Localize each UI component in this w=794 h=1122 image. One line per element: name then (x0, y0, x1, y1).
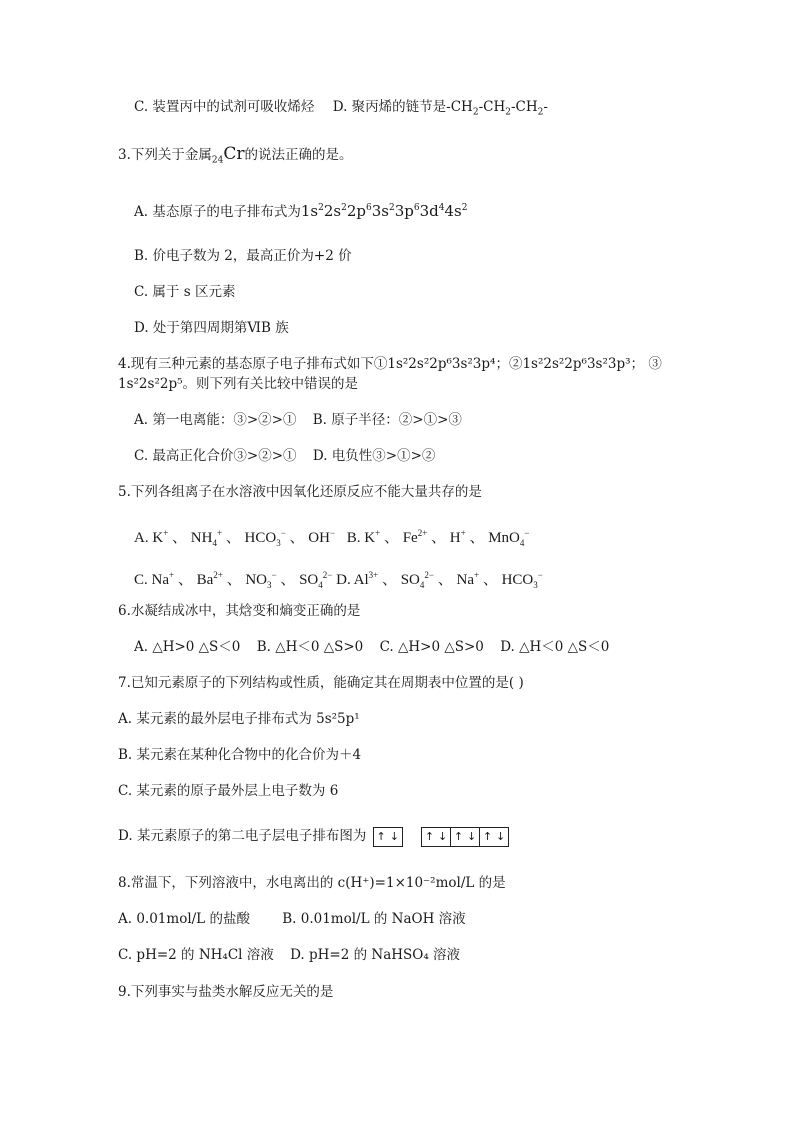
q7-option-d: D. 某元素原子的第二电子层电子排布图为 ↑ ↓ ↑ ↓ ↑ ↓ ↑ ↓ (118, 826, 509, 847)
q8-stem: 8.常温下，下列溶液中，水电离出的 c(H⁺)=1×10⁻²mol/L 的是 (118, 875, 506, 891)
q6-option-c: C. △H>0 △S>0 (379, 639, 484, 655)
spin-down-icon: ↓ (467, 829, 477, 843)
q3-option-b: B. 价电子数为 2，最高正价为+2 价 (134, 248, 352, 264)
q7-stem: 7.已知元素原子的下列结构或性质，能确定其在周期表中位置的是( ) (118, 675, 524, 691)
q3-option-c: C. 属于 s 区元素 (134, 284, 236, 300)
spin-up-icon: ↑ (424, 829, 435, 843)
orbital-cell (480, 828, 508, 846)
q6-option-b: B. △H＜0 △S>0 (256, 639, 364, 655)
q2-option-d: D. 聚丙烯的链节是$-CH_2-CH_2-CH_2-$ (332, 99, 548, 118)
q4-option-a: A. 第一电离能：③>②>① (134, 412, 297, 428)
q3-option-d: D. 处于第四周期第ⅥB 族 (134, 320, 289, 336)
q7-option-a: A. 某元素的最外层电子排布式为 5s²5p¹ (118, 711, 360, 727)
q3-stem: 3.下列关于金属$_{24}$Cr的说法正确的是。 (118, 144, 353, 166)
q8-option-a: A. 0.01mol/L 的盐酸 (118, 911, 250, 927)
q7-option-b: B. 某元素在某种化合物中的化合价为＋4 (118, 747, 362, 763)
q8-option-row-1 (118, 909, 466, 929)
q8-option-row-2 (118, 945, 460, 965)
q4-option-row-2 (134, 446, 435, 466)
q5-option-row-2: C. Na+ 、 $Ba^{2+}$ 、 $NO_3^-$ 、 $SO_4^{2-}$ D. $Al^{3+}$ 、 $SO_4^{2-}$ 、 Na+ 、 $HCO_3^-$ (134, 570, 543, 590)
orbital-2p-boxes (421, 827, 509, 847)
spin-up-icon: ↑ (453, 829, 464, 843)
q6-options (134, 637, 609, 657)
q8-option-d: D. pH=2 的 NaHSO₄ 溶液 (290, 947, 461, 963)
q7-option-c: C. 某元素的原子最外层上电子数为 6 (118, 783, 339, 799)
q9-stem: 9.下列事实与盐类水解反应无关的是 (118, 984, 334, 1000)
q5-option-row-1: A. K+ 、 $NH_4^+$ 、 $HCO_3^-$ 、 OH− B. K+ 、 $Fe^{2+}$ 、 H+ 、 MnO$_4$− (134, 528, 530, 548)
q4-option-d: D. 电负性③>①>② (312, 448, 436, 464)
q4-stem-line2: 1s²2s²2p⁵。则下列有关比较中错误的是 (118, 376, 359, 392)
spin-up-icon: ↑ (376, 829, 386, 843)
q6-option-a: A. △H>0 △S＜0 (134, 639, 241, 655)
orbital-cell (374, 828, 402, 846)
q3-option-a: A. 基态原子的电子排布式为$1s^22s^22p^63s^23p^63d^44s^2$ (134, 202, 468, 220)
orbital-2s-box (373, 827, 403, 847)
q4-option-b: B. 原子半径：②>①>③ (312, 412, 462, 428)
q4-stem-line1: 4.现有三种元素的基态原子电子排布式如下①1s²2s²2p⁶3s²3p⁴；②1s²2s²2p⁶3s²3p³； ③ (118, 356, 662, 372)
q6-stem: 6.水凝结成冰中，其焓变和熵变正确的是 (118, 603, 361, 619)
q8-option-b: B. 0.01mol/L 的 NaOH 溶液 (282, 911, 466, 927)
q8-option-c: C. pH=2 的 NH₄Cl 溶液 (118, 947, 274, 963)
q2-option-c: C. 装置丙中的试剂可吸收烯烃 (134, 99, 315, 115)
q5-stem: 5.下列各组离子在水溶液中因氧化还原反应不能大量共存的是 (118, 484, 482, 500)
spin-down-icon: ↓ (389, 829, 399, 843)
orbital-cell (451, 828, 480, 846)
q6-option-d: D. △H＜0 △S＜0 (500, 639, 610, 655)
spin-down-icon: ↓ (438, 829, 448, 843)
spin-down-icon: ↓ (496, 829, 506, 843)
spin-up-icon: ↑ (482, 829, 493, 843)
q4-option-row-1 (134, 410, 462, 430)
q2-option-row (134, 97, 548, 117)
orbital-cell (422, 828, 451, 846)
q4-option-c: C. 最高正化合价③>②>① (134, 448, 297, 464)
